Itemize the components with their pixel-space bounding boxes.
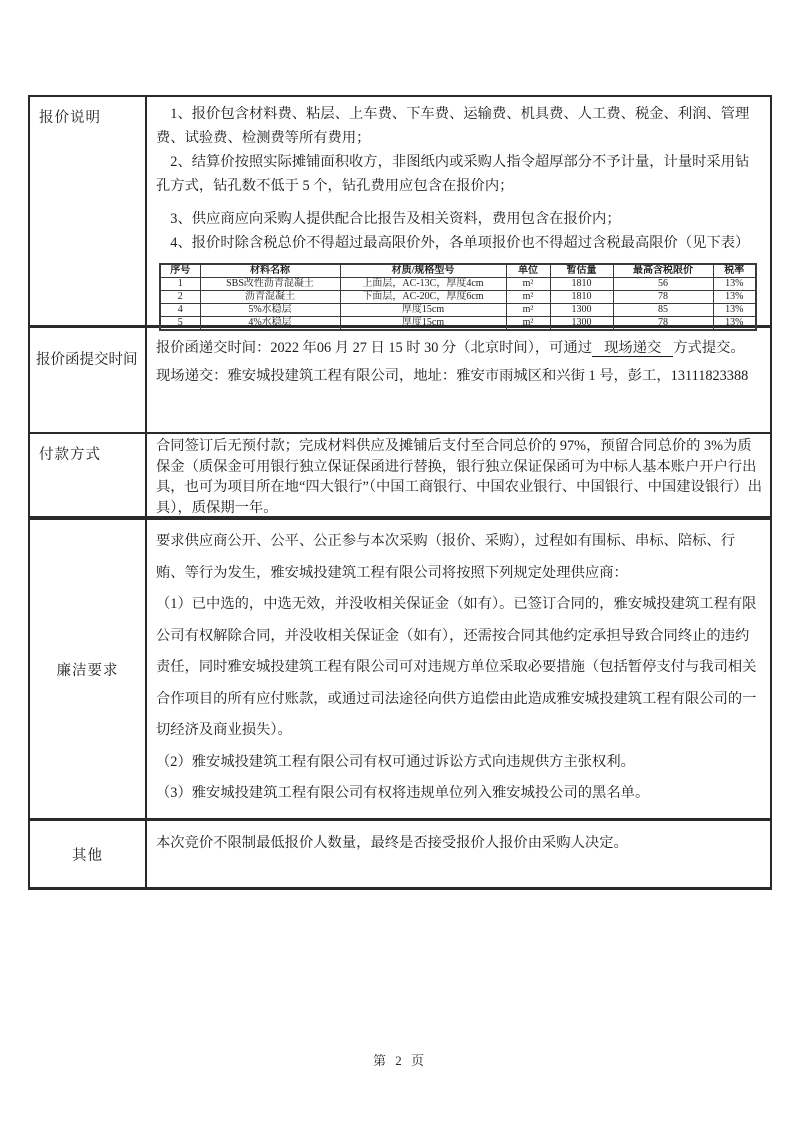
cell-tax-rate: 13% (713, 278, 756, 291)
cell-material: 4%水稳层 (200, 317, 340, 331)
integrity-paragraph-1: 要求供应商公开、公平、公正参与本次采购（报价、采购），过程如有围标、串标、陪标、行贿、等行为发生，雅安城投建筑工程有限公司将按照下列规定处理供应商： (156, 533, 736, 581)
submission-line1-pre: 报价函递交时间：2022 年06 月 27 日 15 时 30 分（北京时间），可通过 (156, 340, 593, 356)
quote-notes-label: 报价说明 (30, 97, 147, 325)
quote-note-item-4: 4、报价时除含税总价不得超过最高限价外，各单项报价也不得超过含税最高限价（见下表） (170, 235, 750, 251)
cell-spec: 下面层，AC-20C，厚度6cm (340, 291, 506, 304)
materials-price-table (159, 263, 757, 331)
col-header-tax-rate: 税率 (713, 264, 756, 278)
col-header-unit: 单位 (506, 264, 550, 278)
cell-quantity: 1810 (550, 278, 613, 291)
submission-time-content (147, 328, 770, 432)
page-number-footer: 第 2 页 (372, 1053, 427, 1068)
row-quote-notes (30, 97, 770, 328)
other-content: 本次竞价不限制最低报价人数量，最终是否接受报价人报价由采购人决定。 (156, 835, 628, 851)
integrity-content (147, 520, 770, 818)
table-row (160, 304, 756, 317)
cell-tax-rate: 13% (713, 291, 756, 304)
delivery-method-underlined: 现场递交 (592, 340, 673, 357)
row-payment-method (30, 432, 770, 516)
cell-quantity: 1300 (550, 304, 613, 317)
table-row (160, 278, 756, 291)
cell-seq: 4 (160, 304, 200, 317)
cell-seq: 5 (160, 317, 200, 331)
submission-time-label: 报价函提交时间 (30, 328, 147, 432)
cell-max-price: 56 (613, 278, 713, 291)
integrity-label: 廉洁要求 (30, 520, 147, 818)
cell-quantity: 1300 (550, 317, 613, 331)
col-header-quantity: 暂估量 (550, 264, 613, 278)
conditions-table (28, 95, 772, 890)
quote-note-item-3: 3、供应商应向采购人提供配合比报告及相关资料，费用包含在报价内； (170, 211, 621, 227)
cell-seq: 1 (160, 278, 200, 291)
cell-spec: 厚度15cm (340, 304, 506, 317)
payment-method-label: 付款方式 (30, 434, 147, 516)
cell-seq: 2 (160, 291, 200, 304)
row-integrity-requirements (30, 516, 770, 818)
cell-unit: m² (506, 304, 550, 317)
cell-tax-rate: 13% (713, 304, 756, 317)
payment-method-content: 合同签订后无预付款；完成材料供应及摊铺后支付至合同总价的 97%，预留合同总价的 3%为质保金（质保金可用银行独立保证保函进行替换，银行独立保证保函可为中标人基本账户开户行出具，也可为项目所在地“四大银行”（中国工商银行、中国农业银行、中国银行、中国建设银行）出具），质保期一年。 (156, 438, 763, 516)
cell-unit: m² (506, 291, 550, 304)
cell-tax-rate: 13% (713, 317, 756, 331)
quote-note-item-2: 2、结算价按照实际摊铺面积收方，非图纸内或采购人指令超厚部分不予计量，计量时采用钻孔方式，钻孔数不低于 5 个，钻孔费用应包含在报价内； (156, 154, 750, 194)
cell-unit: m² (506, 278, 550, 291)
cell-material: 5%水稳层 (200, 304, 340, 317)
materials-header-row (160, 264, 756, 278)
table-row (160, 291, 756, 304)
col-header-max-price: 最高含税限价 (613, 264, 713, 278)
integrity-paragraph-4: （3）雅安城投建筑工程有限公司有权将违规单位列入雅安城投公司的黑名单。 (156, 785, 650, 801)
quote-notes-content (147, 97, 770, 328)
cell-quantity: 1810 (550, 291, 613, 304)
integrity-paragraph-3: （2）雅安城投建筑工程有限公司有权可通过诉讼方式向违规供方主张权利。 (156, 753, 635, 770)
col-header-seq: 序号 (160, 264, 200, 278)
submission-line1-post: 方式提交。 (673, 340, 745, 356)
submission-line-1 (156, 334, 762, 362)
row-submission-time (30, 325, 770, 432)
other-label: 其他 (30, 821, 147, 887)
cell-spec: 厚度15cm (340, 317, 506, 331)
cell-material: 沥青混凝土 (200, 291, 340, 304)
submission-line-2: 现场递交：雅安城投建筑工程有限公司，地址：雅安市雨城区和兴街 1 号，彭工，13111823388 (156, 368, 749, 384)
cell-unit: m² (506, 317, 550, 331)
row-other (30, 818, 770, 887)
integrity-paragraph-2: （1）已中选的，中选无效，并没收相关保证金（如有）。已签订合同的，雅安城投建筑工程有限公司有权解除合同，并没收相关保证金（如有），还需按合同其他约定承担导致合同终止的违约责任，同时雅安城投建筑工程有限公司可对违规方单位采取必要措施（包括暂停支付与我司相关合作项目的所有应付账款，或通过司法途径向供方追偿由此造成雅安城投建筑工程有限公司的一切经济及商业损失）。 (156, 596, 757, 738)
cell-max-price: 78 (613, 291, 713, 304)
cell-spec: 上面层，AC-13C，厚度4cm (340, 278, 506, 291)
col-header-spec: 材质/规格型号 (340, 264, 506, 278)
cell-max-price: 85 (613, 304, 713, 317)
cell-max-price: 78 (613, 317, 713, 331)
col-header-material: 材料名称 (200, 264, 340, 278)
cell-material: SBS改性沥青混凝土 (200, 278, 340, 291)
quote-note-item-1: 1、报价包含材料费、粘层、上车费、下车费、运输费、机具费、人工费、税金、利润、管理费、试验费、检测费等所有费用； (156, 106, 750, 146)
